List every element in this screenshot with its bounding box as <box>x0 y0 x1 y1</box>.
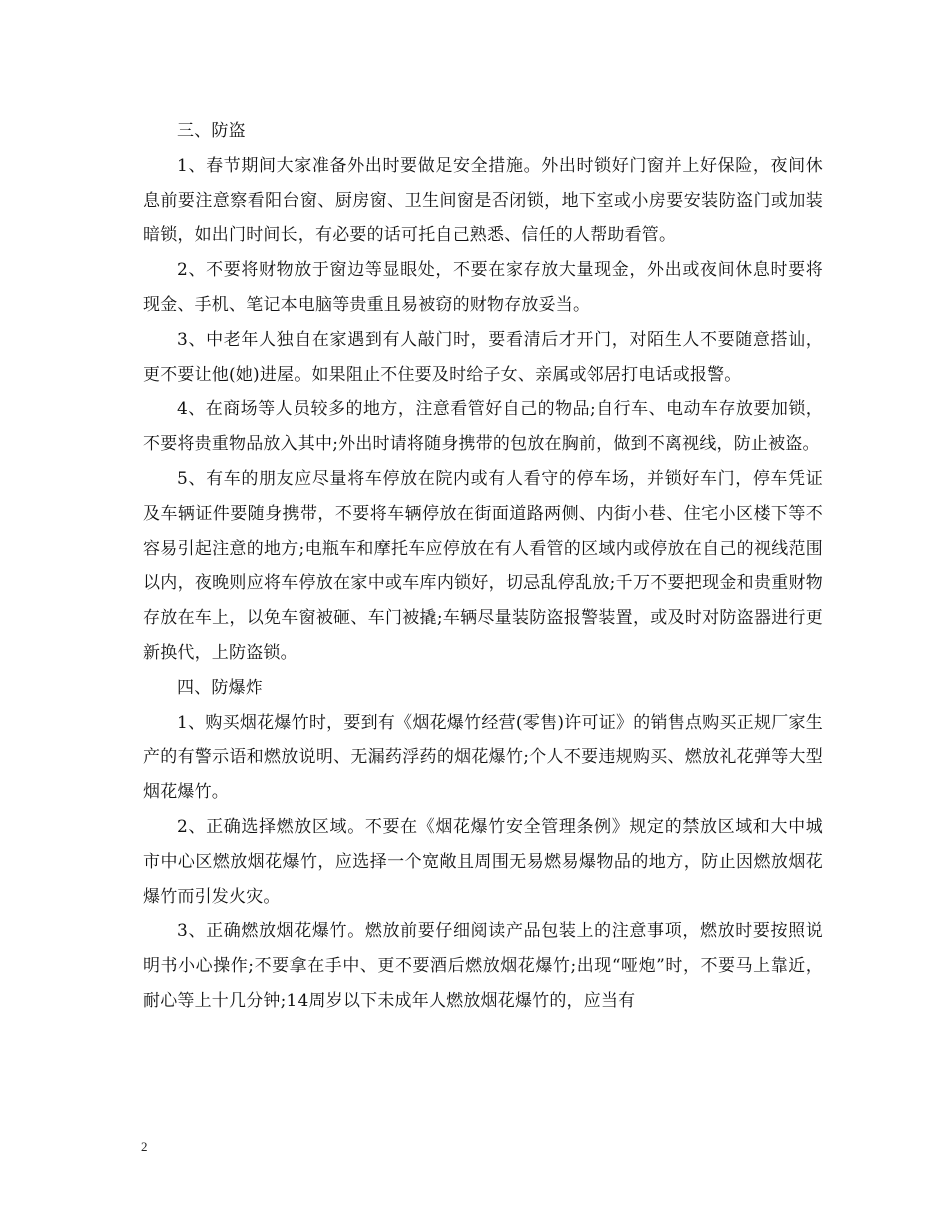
paragraph-anti-explosion-1: 1、购买烟花爆竹时，要到有《烟花爆竹经营(零售)许可证》的销售点购买正规厂家生产的有警示语和燃放说明、无漏药浮药的烟花爆竹;个人不要违规购买、燃放礼花弹等大型烟花爆竹。 <box>143 712 823 803</box>
paragraph-anti-explosion-3: 3、正确燃放烟花爆竹。燃放前要仔细阅读产品包装上的注意事项，燃放时要按照说明书小心操作;不要拿在手中、更不要酒后燃放烟花爆竹;出现“哑炮”时，不要马上靠近，耐心等上十几分钟;14周岁以下未成年人燃放烟花爆竹的，应当有 <box>143 921 823 1011</box>
document-body <box>143 114 823 1019</box>
page-number: 2 <box>141 1139 148 1154</box>
paragraph-anti-theft-1: 1、春节期间大家准备外出时要做足安全措施。外出时锁好门窗并上好保险，夜间休息前要注意察看阳台窗、厨房窗、卫生间窗是否闭锁，地下室或小房要安装防盗门或加装暗锁，如出门时间长，有必要的话可托自己熟悉、信任的人帮助看管。 <box>143 155 823 246</box>
paragraph-anti-theft-3: 3、中老年人独自在家遇到有人敲门时，要看清后才开门，对陌生人不要随意搭讪，更不要让他(她)进屋。如果阻止不住要及时给子女、亲属或邻居打电话或报警。 <box>143 329 823 385</box>
section-heading-anti-explosion: 四、防爆炸 <box>177 677 263 698</box>
section-heading-anti-theft: 三、防盗 <box>177 121 246 141</box>
paragraph-anti-theft-4: 4、在商场等人员较多的地方，注意看管好自己的物品;自行车、电动车存放要加锁，不要将贵重物品放入其中;外出时请将随身携带的包放在胸前，做到不离视线，防止被盗。 <box>143 399 823 455</box>
paragraph-anti-theft-2: 2、不要将财物放于窗边等显眼处，不要在家存放大量现金，外出或夜间休息时要将现金、手机、笔记本电脑等贵重且易被窃的财物存放妥当。 <box>143 260 823 315</box>
paragraph-anti-theft-5: 5、有车的朋友应尽量将车停放在院内或有人看守的停车场，并锁好车门，停车凭证及车辆证件要随身携带，不要将车辆停放在街面道路两侧、内街小巷、住宅小区楼下等不容易引起注意的地方;电瓶车和摩托车应停放在有人看管的区域内或停放在自己的视线范围以内，夜晚则应将车停放在家中或车库内锁好，切忌乱停乱放;千万不要把现金和贵重财物存放在车上，以免车窗被砸、车门被撬;车辆尽量装防盗报警装置，或及时对防盗器进行更新换代，上防盗锁。 <box>143 468 823 663</box>
paragraph-anti-explosion-2: 2、正确选择燃放区域。不要在《烟花爆竹安全管理条例》规定的禁放区域和大中城市中心区燃放烟花爆竹，应选择一个宽敞且周围无易燃易爆物品的地方，防止因燃放烟花爆竹而引发火灾。 <box>143 816 823 907</box>
